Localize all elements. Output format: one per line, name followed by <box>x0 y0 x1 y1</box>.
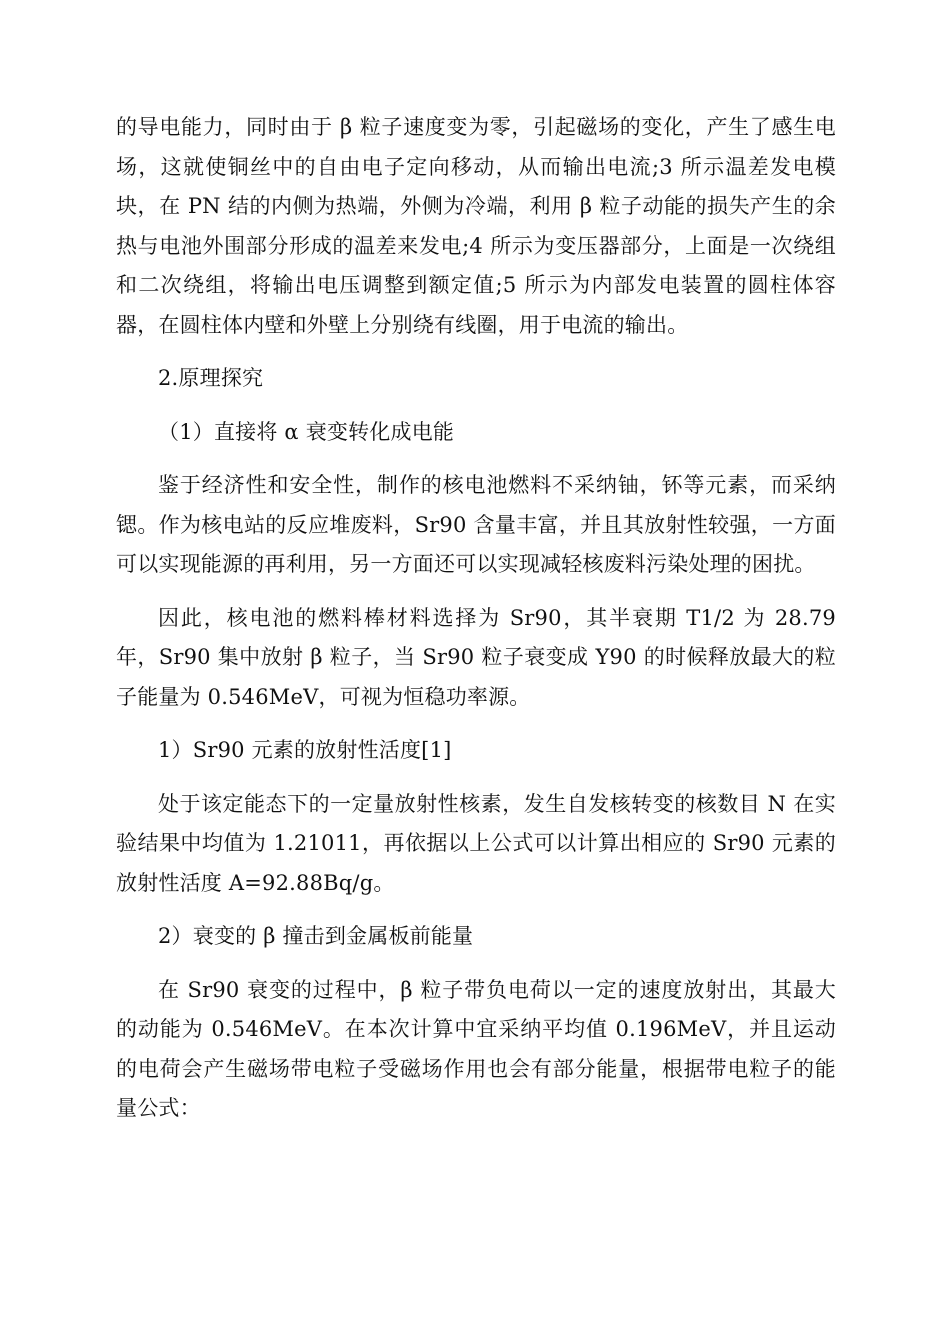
paragraph-fuel-choice: 鉴于经济性和安全性，制作的核电池燃料不采纳铀，钚等元素，而采纳锶。作为核电站的反应堆废料，Sr90 含量丰富，并且其放射性较强，一方面可以实现能源的再利用，另一方面还可以实现减轻核废料污染处理的困扰。 <box>116 473 836 576</box>
document-page <box>116 108 836 1129</box>
paragraph-sr90-properties: 因此，核电池的燃料棒材料选择为 Sr90，其半衰期 T1/2 为 28.79 年，Sr90 集中放射 β 粒子，当 Sr90 粒子衰变成 Y90 的时候释放最大的粒子能量为 0.546MeV，可视为恒稳功率源。 <box>116 605 836 709</box>
paragraph-beta-energy: 在 Sr90 衰变的过程中，β 粒子带负电荷以一定的速度放射出，其最大的动能为 0.546MeV。在本次计算中宜采纳平均值 0.196MeV，并且运动的电荷会产生磁场带电粒子受磁场作用也会有部分能量，根据带电粒子的能量公式： <box>116 977 836 1120</box>
paragraph-generator-structure: 的导电能力，同时由于 β 粒子速度变为零，引起磁场的变化，产生了感生电场，这就使铜丝中的自由电子定向移动，从而输出电流;3 所示温差发电模块，在 PN 结的内侧为热端，外侧为冷端，利用 β 粒子动能的损失产生的余热与电池外围部分形成的温差来发电;4 所示为变压器部分，上面是一次绕组和二次绕组，将输出电压调整到额定值;5 所示为内部发电装置的圆柱体容器，在圆柱体内壁和外壁上分别绕有线圈，用于电流的输出。 <box>116 115 836 337</box>
heading-alpha-decay: （1）直接将 α 衰变转化成电能 <box>158 419 455 444</box>
heading-radioactivity: 1）Sr90 元素的放射性活度[1] <box>158 738 452 762</box>
heading-beta-energy: 2）衰变的 β 撞击到金属板前能量 <box>158 924 474 948</box>
heading-principle-exploration: 2.原理探究 <box>158 366 264 390</box>
paragraph-activity-calculation: 处于该定能态下的一定量放射性核素，发生自发核转变的核数目 N 在实验结果中均值为 1.21011，再依据以上公式可以计算出相应的 Sr90 元素的放射性活度 A=92.88Bq/g。 <box>116 791 836 895</box>
